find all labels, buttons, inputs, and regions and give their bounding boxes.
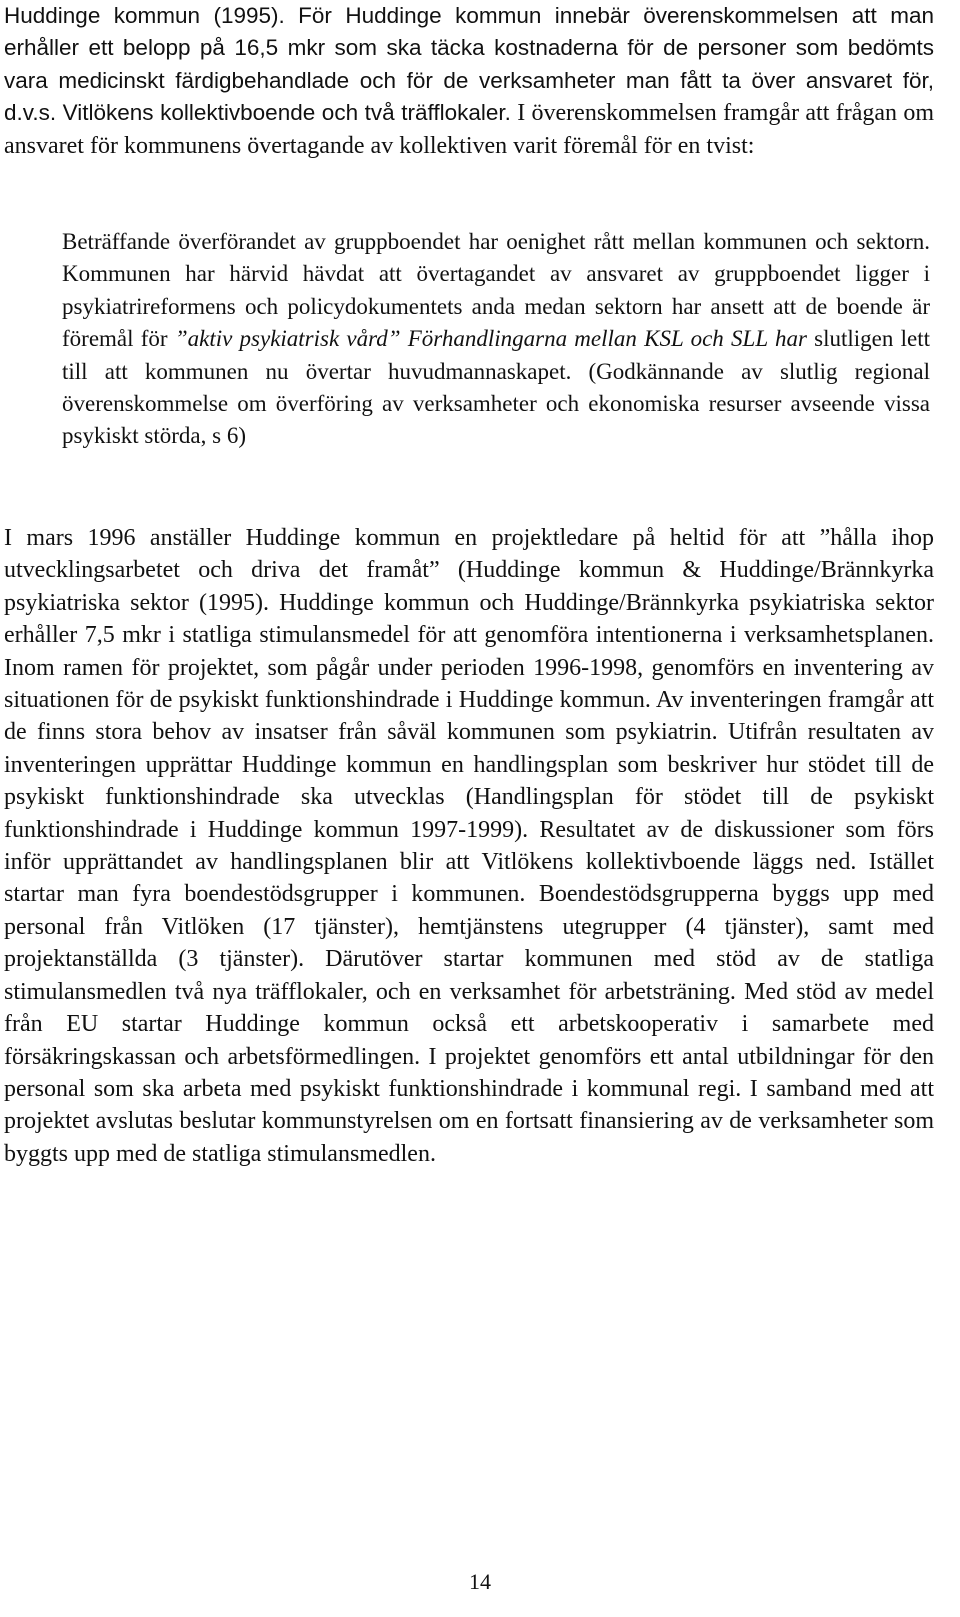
page-number: 14 xyxy=(469,1569,491,1594)
paragraph-project: I mars 1996 anställer Huddinge kommun en projektledare på heltid för att ”hålla ihop utvecklingsarbetet och driva det framåt” (Huddinge kommun & Huddinge/Brännkyrka psykiatriska sektor (1995). Huddinge kommun och Huddinge/Brännkyrka psykiatriska sektor erhåller 7,5 mkr i statliga stimulansmedel för att genomföra intentionerna i verksamhetsplanen. Inom ramen för projektet, som pågår under perioden 1996-1998, genomförs en inventering av situationen för de psykiskt funktionshindrade i Huddinge kommun. Av inventeringen framgår att de finns stora behov av insatser från såväl kommunen som psykiatrin. Utifrån resultaten av inventeringen upprättar Huddinge kommun en handlingsplan som beskriver hur stödet till de psykiskt funktionshindrade ska utvecklas (Handlingsplan för stödet till de psykiskt funktionshindrade i Huddinge kommun 1997-1999). Resultatet av de diskussioner som förs inför upprättandet av handlingsplanen blir att Vitlökens kollektivboende läggs ned. Istället startar man fyra boendestödsgrupper i kommunen. Boendestödsgrupperna byggs upp med personal från Vitlöken (17 tjänster), hemtjänstens utegrupper (4 tjänster), samt med projektanställda (3 tjänster). Därutöver startar kommunen med stöd av de statliga stimulansmedlen två nya träfflokaler, och en verksamhet för arbetsträning. Med stöd av medel från EU startar Huddinge kommun också ett arbetskooperativ i samarbete med försäkringskassan och arbetsförmedlingen. I projektet genomförs ett antal utbildningar för den personal som ska arbeta med psykiskt funktionshindrade i kommunal regi. I samband med att projektet avslutas beslutar kommunstyrelsen om en fortsatt finansiering av de verksamheter som byggts upp med de statliga stimulansmedlen. xyxy=(4,525,934,1167)
block-quote xyxy=(62,226,930,453)
block-quote-part-a: Beträffande överförandet av gruppboendet har oenighet rått mellan kommunen och sektorn. Kommunen har härvid hävdat att övertagandet av ansvaret av gruppboendet ligger i psykiatrireformens och policydokumentets anda medan sektorn har ansett att de boende är föremål för xyxy=(62,229,930,352)
block-quote-italic: ”aktiv psykiatrisk vård” Förhandlingarna mellan KSL och SLL har xyxy=(174,326,807,352)
block-quote-part-b: slutligen lett till att kommunen nu övertar huvudmannaskapet. (Godkännande av slutlig regional överenskommelse om överföring av verksamheter och ekonomiska resurser avseende vissa psykiskt störda, s 6) xyxy=(62,326,930,449)
paragraph-intro-part-b: I överenskommelsen framgår att frågan om ansvaret för kommunens övertagande av kollektiven varit föremål för en tvist: xyxy=(4,100,934,159)
paragraph-intro-part-a: Huddinge kommun (1995). För Huddinge kommun innebär överenskommelsen att man erhåller ett belopp på 16,5 mkr som ska täcka kostnaderna för de personer som bedömts vara medicinskt färdigbehandlade och för de verksamheter man fått ta över ansvaret för, d.v.s. Vitlökens kollektivboende och två träfflokaler. xyxy=(4,3,934,126)
paragraph-intro xyxy=(0,0,960,162)
